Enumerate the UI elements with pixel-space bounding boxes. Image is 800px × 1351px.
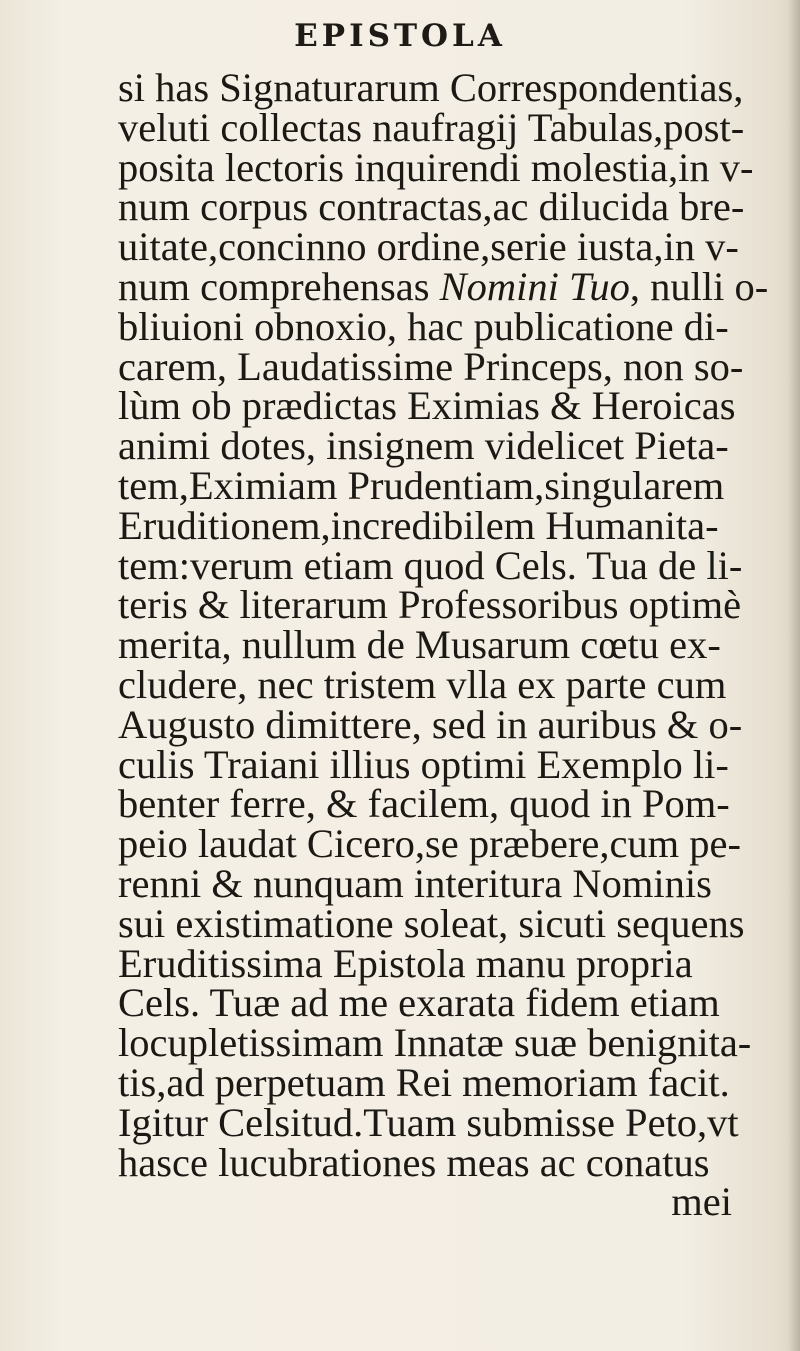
text-line: renni & nunquam interitura Nominis <box>118 860 712 906</box>
text-line: peio laudat Cicero,se præbere,cum pe- <box>118 821 742 867</box>
running-head: EPISTOLA <box>294 18 506 54</box>
text-line: hasce lucubrationes meas ac conatus <box>118 1139 710 1185</box>
text-line: teris & literarum Professoribus optimè <box>118 582 742 628</box>
text-line: culis Traiani illius optimi Exemplo li- <box>118 741 729 787</box>
page-edge-shadow <box>788 0 800 1351</box>
text-line: veluti collectas naufragij Tabulas,post- <box>118 104 745 150</box>
text-line: Eruditissima Epistola manu propria <box>118 940 693 986</box>
text-line: Augusto dimittere, sed in auribus & o- <box>118 701 743 747</box>
text-line: bliuioni obnoxio, hac publicatione di- <box>118 303 729 349</box>
text-line: tem:verum etiam quod Cels. Tua de li- <box>118 542 743 588</box>
catchword: mei <box>671 1179 732 1225</box>
text-line: posita lectoris inquirendi molestia,in v- <box>118 144 754 190</box>
text-line: si has Signaturarum Correspondentias, <box>118 65 744 110</box>
text-line: benter ferre, & facilem, quod in Pom- <box>118 781 730 827</box>
text-line: merita, nullum de Musarum cœtu ex- <box>118 622 721 668</box>
text-line: cludere, nec tristem vlla ex parte cum <box>118 661 727 707</box>
text-line: sui existimatione soleat, sicuti sequens <box>118 900 745 946</box>
text-line: carem, Laudatissime Princeps, non so- <box>118 343 744 389</box>
text-line: Igitur Celsitud.Tuam submisse Peto,vt <box>118 1099 739 1145</box>
italic-dedication: Nomini Tuo <box>439 263 630 309</box>
text-line: locupletissimam Innatæ suæ benignita- <box>118 1020 752 1066</box>
body-text <box>118 65 769 1225</box>
text-line: animi dotes, insignem videlicet Pieta- <box>118 423 729 469</box>
text-line: Eruditionem,incredibilem Humanita- <box>118 502 719 548</box>
text-line: tis,ad perpetuam Rei memoriam facit. <box>118 1059 730 1105</box>
text-line: uitate,concinno ordine,serie iusta,in v- <box>118 224 739 270</box>
text-line: Cels. Tuæ ad me exarata fidem etiam <box>118 980 720 1026</box>
text-line: num comprehensas Nomini Tuo, nulli o- <box>118 263 769 309</box>
text-line: lùm ob prædictas Eximias & Heroicas <box>118 383 736 429</box>
text-line: tem,Eximiam Prudentiam,singularem <box>118 462 725 508</box>
text-line: num corpus contractas,ac dilucida bre- <box>118 184 745 230</box>
